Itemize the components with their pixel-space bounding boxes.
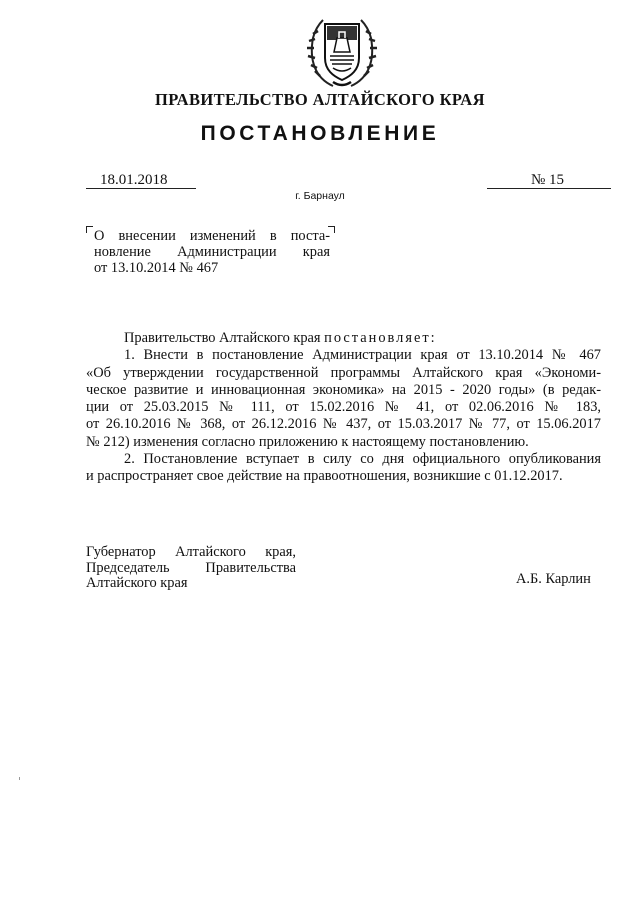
item1-line: 1. Внести в постановление Администрации края от 13.10.2014 № 467 [124, 347, 601, 364]
item2-line: и распространяет свое действие на правоотношения, возникшие с 01.12.2017. [86, 468, 563, 485]
document-subject [94, 228, 330, 276]
intro-prefix: Правительство Алтайского края [124, 330, 325, 346]
scan-artifact [19, 777, 20, 780]
position-line: Алтайского края [86, 575, 188, 591]
signatory-name: А.Б. Карлин [516, 571, 591, 587]
position-line: Председатель Правительства [86, 559, 296, 576]
signatory-position [86, 545, 296, 592]
document-date: 18.01.2018 [100, 172, 168, 188]
subject-line: от 13.10.2014 № 467 [94, 260, 219, 276]
subject-corner-left [86, 226, 93, 233]
item1-line: от 26.10.2016 № 368, от 26.12.2016 № 437, от 15.03.2017 № 77, от 15.06.2017 [86, 416, 601, 433]
document-type-title: ПОСТАНОВЛЕНИЕ [200, 122, 440, 145]
government-name: ПРАВИТЕЛЬСТВО АЛТАЙСКОГО КРАЯ [155, 90, 485, 109]
item2-line: 2. Постановление вступает в силу со дня официального опубликования [124, 451, 601, 468]
item1-line: ции от 25.03.2015 № 111, от 15.02.2016 № 41, от 02.06.2016 № 183, [86, 399, 601, 416]
item1-line: ческое развитие и инновационная экономика» на 2015 - 2020 годы» (в редак- [86, 381, 601, 398]
subject-line: новление Администрации края [94, 244, 330, 260]
city: г. Барнаул [295, 190, 345, 202]
document-number: № 15 [531, 172, 565, 188]
intro-verb: постановляет: [324, 330, 437, 346]
document-body [86, 330, 601, 486]
subject-line: О внесении изменений в поста- [94, 228, 330, 244]
position-line: Губернатор Алтайского края, [86, 544, 296, 560]
coat-of-arms-emblem-icon [303, 8, 381, 90]
item1-line: «Об утверждении государственной программы Алтайского края «Экономи- [86, 364, 601, 381]
item1-line: № 212) изменения согласно приложению к настоящему постановлению. [86, 433, 529, 450]
intro-paragraph [86, 330, 601, 347]
